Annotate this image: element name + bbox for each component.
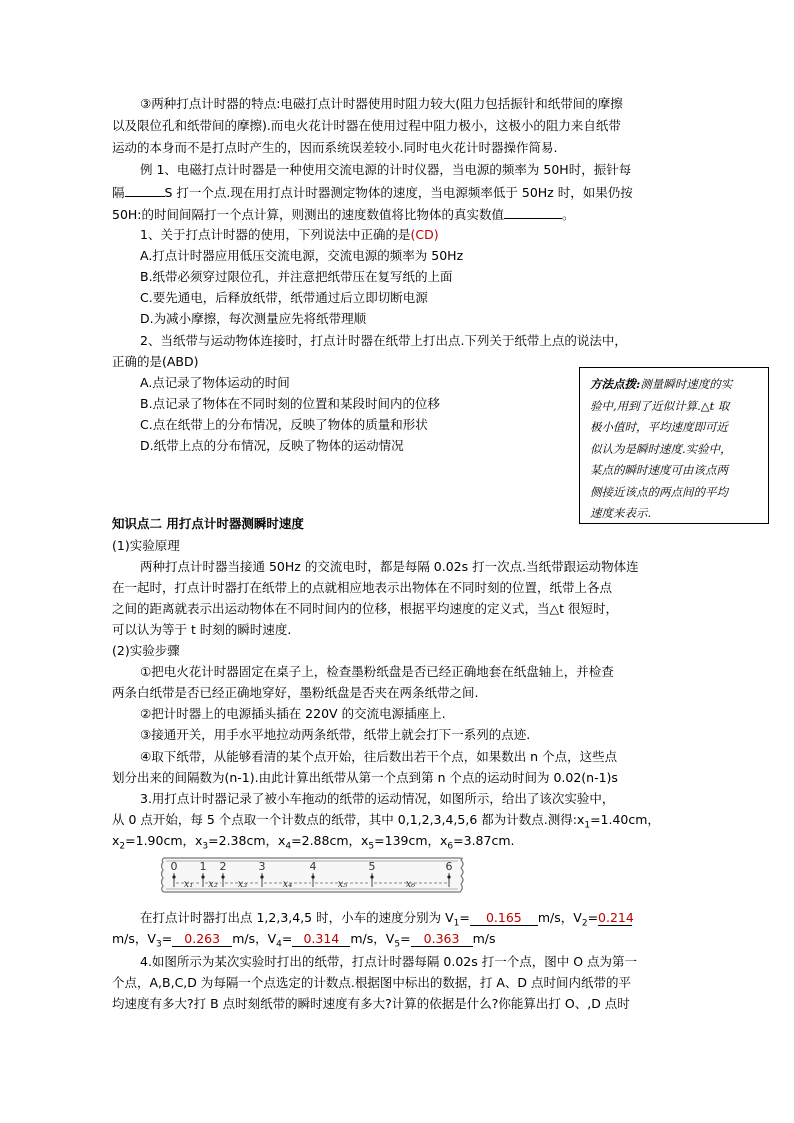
tip-line: 似认为是瞬时速度.实验中， [590, 441, 732, 456]
q3-text: =1.40cm， [590, 812, 660, 827]
q3-velocity-intro: 在打点计时器打出点 1,2,3,4,5 时，小车的速度分别为 V [140, 910, 454, 925]
unit: m/s [537, 910, 561, 925]
example1-blank2[interactable] [504, 205, 562, 219]
q1-stem-text: 1、关于打点计时器的使用，下列说法中正确的是 [140, 227, 411, 242]
step4-line1: ④取下纸带，从能够看清的某个点开始，往后数出若干个点，如果数出 n 个点，这些点 [140, 749, 618, 764]
tape-point-label: 3 [258, 860, 266, 873]
v1-answer[interactable]: 0.165 [470, 910, 538, 926]
tape-dot [172, 875, 175, 878]
v5-answer[interactable]: 0.363 [411, 931, 473, 947]
q2-option-c: C.点在纸带上的分布情况，反映了物体的质量和形状 [140, 417, 428, 432]
method-tip-box [579, 367, 769, 524]
example1-line1: 例 1、电磁打点计时器是一种使用交流电源的计时仪器，当电源的频率为 50H时，振针每 [140, 162, 632, 177]
q1-stem [140, 226, 439, 244]
tape-dot [201, 875, 204, 878]
tape-point-label: 5 [368, 860, 376, 873]
paper-tape-figure [158, 852, 468, 898]
q3-text: =139cm，x [374, 833, 448, 848]
tip-line: 速度来表示. [590, 506, 652, 520]
step4-line2: 划分出来的间隔数为(n-1).由此计算出纸带从第一个点到第 n 个点的运动时间为 0.02(n-1)s [112, 770, 618, 785]
step1-line2: 两条白纸带是否已经正确地穿好，墨粉纸盘是否夹在两条纸带之间. [112, 685, 479, 700]
tip-line [590, 374, 762, 396]
tape-interval-label: x₄ [282, 879, 293, 890]
tape-point-label: 4 [309, 860, 317, 873]
example1-line2 [112, 183, 633, 202]
example1-text: 。 [562, 207, 575, 222]
q3-text: 从 0 点开始，每 5 个点取一个计数点的纸带，其中 0,1,2,3,4,5,6 都为计数点.测得:x [112, 812, 585, 827]
step1-line1: ①把电火花计时器固定在桌子上，检查墨粉纸盘是否已经正确地套在纸盘轴上，并检查 [140, 664, 614, 679]
q2-stem-line1: 2、当纸带与运动物体连接时，打点计时器在纸带上打出点.下列关于纸带上点的说法中， [140, 333, 627, 348]
q3-velocity-line2: m/s，$V_3= 0.263$ m/s，$V_4= 0.314$ m/s，$V_5= 0.363$ m/s [112, 931, 496, 950]
v3-answer[interactable]: 0.263 [172, 931, 232, 947]
example1-line3 [112, 205, 575, 224]
tape-interval-label: x₅ [337, 879, 348, 890]
tape-interval-label: x₃ [237, 879, 248, 890]
tape-dot [221, 875, 224, 878]
q1-option-c: C.要先通电，后释放纸带，纸带通过后立即切断电源 [140, 290, 428, 305]
tip-line: 侧接近该点的两点间的平均 [590, 484, 728, 499]
example1-text: S 打一个点.现在用打点计时器测定物体的速度，当电源频率低于 50Hz 时，如果仍按 [164, 185, 633, 200]
q2-option-d: D.纸带上点的分布情况，反映了物体的运动情况 [140, 438, 404, 453]
unit: m/s [472, 931, 496, 946]
tip-line: 极小值时，平均速度即可近 [590, 420, 728, 434]
tape-interval-label: x₆ [405, 879, 416, 890]
q3-line2: 从 0 点开始，每 5 个点取一个计数点的纸带，其中 0,1,2,3,4,5,6 都为计数点.测得$:x_1=1.40cm$， [112, 812, 660, 831]
tip-text: 测量瞬时速度的实 [640, 377, 733, 391]
tape-point-label: 1 [199, 860, 207, 873]
tape-interval-label: x₁ [183, 879, 194, 890]
tape-dot [370, 875, 373, 878]
q4-line1: 4.如图所示为某次实验时打出的纸带，打点计时器每隔 0.02s 打一个点，图中 O 点为第一 [140, 954, 638, 969]
example1-blank1[interactable] [125, 183, 165, 197]
tape-dot [311, 875, 314, 878]
tip-line: 某点的瞬时速度可由该点两 [590, 463, 728, 477]
tape-point-label: 0 [170, 860, 178, 873]
q3-text: =3.87cm. [453, 833, 515, 848]
q3-text: =1.90cm，x [125, 833, 203, 848]
principle-line3: 之间的距离就表示出运动物体在不同时间内的位移，根据平均速度的定义式，当△t 很短时， [112, 601, 618, 616]
q3-velocity-line1: 在打点计时器打出点 1,2,3,4,5 时，小车的速度分别为 $V_1= 0.165$ m/s，$V_2=0.214$ [140, 910, 634, 929]
tape-point-label: 6 [445, 860, 453, 873]
q4-line3: 均速度有多大?打 B 点时刻纸带的瞬时速度有多大?计算的依据是什么?你能算出打 O、,D 点时 [112, 996, 630, 1011]
tape-dot [447, 875, 450, 878]
principle-line2: 在一起时，打点计时器打在纸带上的点就相应地表示出物体在不同时刻的位置，纸带上各点 [112, 580, 613, 595]
unit: m/s [350, 931, 374, 946]
tape-interval-label: x₂ [208, 879, 218, 890]
q4-line2: 个点，A,B,C,D 为每隔一个点选定的计数点.根据图中标出的数据，打 A、D 点时间内纸带的平 [112, 975, 631, 990]
para-features-line2: 以及限位孔和纸带间的摩擦).而电火花计时器在使用过程中阻力极小，这极小的阻力来自纸带 [112, 118, 621, 133]
tip-line: 验中,用到了近似计算.△t 取 [590, 398, 730, 413]
example1-text: 隔 [112, 185, 125, 200]
q2-stem-line2: 正确的是(ABD) [112, 354, 199, 369]
subheading-principle: (1)实验原理 [112, 538, 180, 553]
unit: m/s [112, 931, 135, 946]
q2-option-b: B.点记录了物体在不同时刻的位置和某段时间内的位移 [140, 396, 441, 411]
q3-text: =2.88cm，x [291, 833, 369, 848]
q3-line1: 3.用打点计时器记录了被小车拖动的纸带的运动情况，如图所示，给出了该次实验中， [140, 791, 615, 806]
para-features-line3: 运动的本身而不是打点时产生的，因而系统误差较小.同时电火花计时器操作简易. [112, 140, 558, 155]
tape-point-label: 2 [219, 860, 227, 873]
step3: ③接通开关，用手水平地拉动两条纸带，纸带上就会打下一系列的点迹. [140, 727, 531, 742]
tape-dot [260, 875, 263, 878]
q1-option-b: B.纸带必须穿过限位孔，并注意把纸带压在复写纸的上面 [140, 269, 453, 284]
subheading-steps: (2)实验步骤 [112, 643, 180, 658]
q3-line3: $x_2=1.90cm$，$x_3=2.38cm$，$x_4=2.88cm$，$x_5=139cm$，$x_6=3.87cm$. [112, 833, 515, 852]
q3-text: =2.38cm，x [208, 833, 286, 848]
principle-line4: 可以认为等于 t 时刻的瞬时速度. [112, 622, 292, 637]
principle-line1: 两种打点计时器当接通 50Hz 的交流电时，都是每隔 0.02s 打一次点.当纸带跟运动物体连 [140, 559, 639, 574]
v2-answer[interactable]: 0.214 [598, 910, 634, 925]
v4-answer[interactable]: 0.314 [292, 931, 350, 947]
unit: m/s [232, 931, 256, 946]
q2-option-a: A.点记录了物体运动的时间 [140, 375, 290, 390]
section-heading: 知识点二 用打点计时器测瞬时速度 [112, 516, 304, 531]
example1-text: 50H:的时间间隔打一个点计算，则测出的速度数值将比物体的真实数值 [112, 207, 505, 222]
q1-option-a: A.打点计时器应用低压交流电源，交流电源的频率为 50Hz [140, 248, 464, 263]
q1-option-d: D.为减小摩擦，每次测量应先将纸带理顺 [140, 311, 367, 326]
para-features-line1: ③两种打点计时器的特点:电磁打点计时器使用时阻力较大(阻力包括振针和纸带间的摩擦 [140, 96, 623, 111]
step2: ②把计时器上的电源插头插在 220V 的交流电源插座上. [140, 706, 446, 721]
q1-answer: (CD) [410, 227, 439, 242]
tip-title: 方法点拨: [590, 377, 641, 391]
